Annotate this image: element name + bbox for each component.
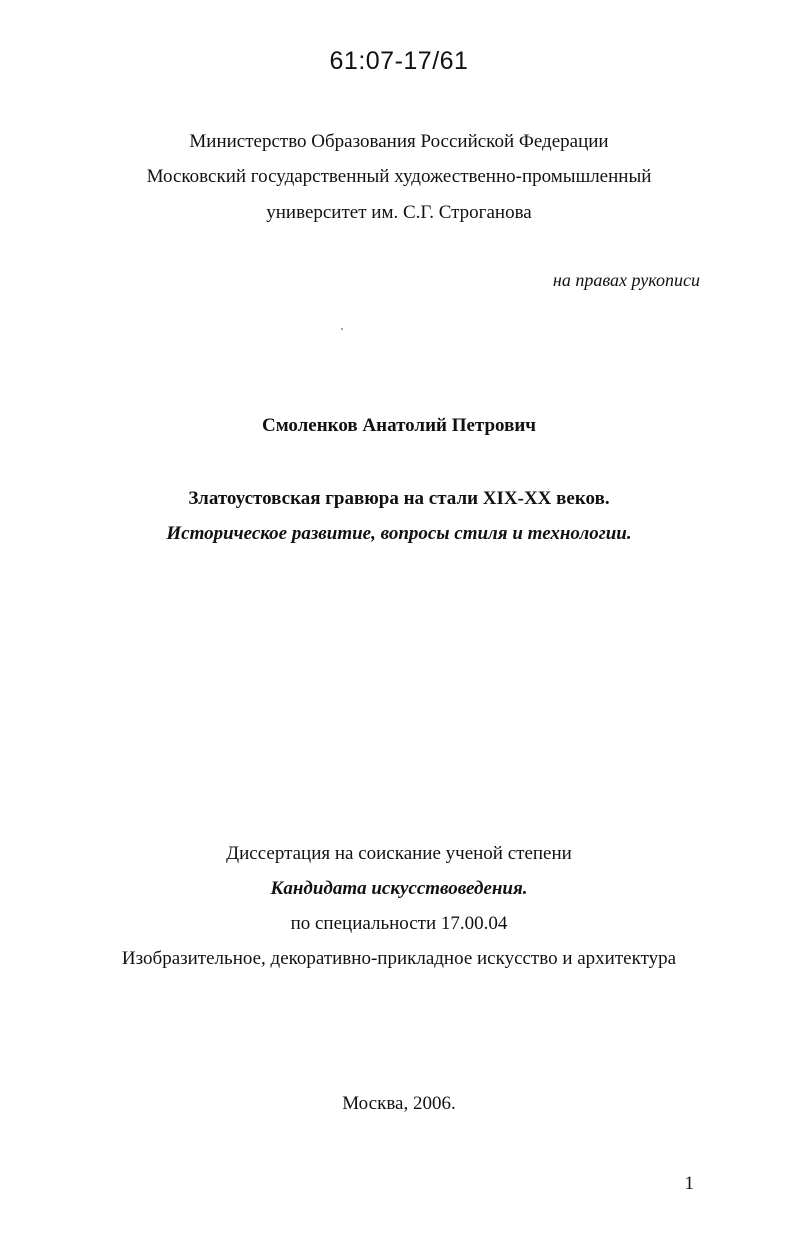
university-line-2: университет им. С.Г. Строганова [266,202,532,223]
page-number: 1 [684,1173,694,1194]
city-year: Москва, 2006. [342,1093,456,1114]
manuscript-note: на правах рукописи [552,270,700,290]
university-line-1: Московский государственный художественно-промышленный [146,166,652,187]
specialty-name: Изобразительное, декоративно-прикладное искусство и архитектура [121,948,677,969]
title-line-1: Златоустовская гравюра на стали XIX-XX веков. [188,488,610,509]
scan-speck [341,328,343,330]
degree-line-2: Кандидата искусствоведения. [270,878,528,899]
ministry-line: Министерство Образования Российской Федерации [189,131,609,152]
title-line-2: Историческое развитие, вопросы стиля и технологии. [166,523,632,544]
archive-code: 61:07-17/61 [329,47,469,75]
degree-line-1: Диссертация на соискание ученой степени [226,843,572,864]
specialty-line: по специальности 17.00.04 [290,913,508,934]
author-name: Смоленков Анатолий Петрович [261,415,537,436]
